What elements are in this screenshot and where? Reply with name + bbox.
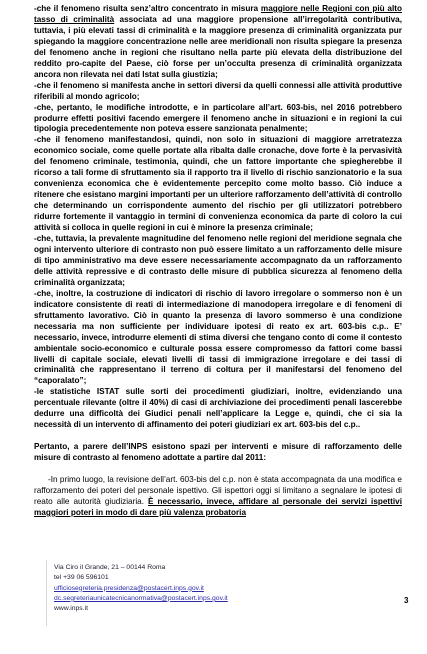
paragraph-segment: maggiore nelle Regioni con più alto tasso di criminalità [34, 4, 402, 24]
paragraph-gap [34, 431, 402, 442]
paragraph-segment: -che il fenomeno si manifesta anche in settori diversi da quelli connessi alle attività produttive riferibili al mondo agricolo; [34, 80, 402, 101]
paragraph-segment: -che il fenomeno manifestandosi, quindi, non solo in situazioni di maggiore arretratezza economico sociale, come quelle portate alla ribalta dalle cronache, dove forte è la pervasività del fenomeno criminale, testimonia, quindi, che un fattore importante che spiegherebbe il ricorso a tali forme di sfruttamento sia il rapporto tra il livello di rischio sanzionatorio e la sua convenienza economica che è evidentemente percepito come molto basso. Ciò induce a ritenere che esistano margini importanti per un ulteriore rafforzamento dell’attività di controllo che determinando un corrispondente aumento del rischio per gli utilizzatori potrebbero ridurre fortemente il vantaggio in termini di convenienza economica da parte di coloro la cui attività si colloca in quelle regioni in cui è minore la presenza criminale; [34, 135, 402, 233]
page-number: 3 [404, 596, 409, 605]
paragraph [34, 442, 402, 464]
paragraph [34, 387, 402, 431]
document-body [34, 4, 402, 519]
paragraph-segment: -In primo luogo, la revisione dell’art. 603-bis del c.p. non è stata accompagnata da una modifica e rafforzamento dei poteri del personale ispettivo. Gli ispettori oggi si limitano a segnalare le ipotesi di reato alle autorità giudiziaria. [34, 475, 402, 506]
paragraph [34, 475, 402, 519]
paragraph-segment: -che, pertanto, le modifiche introdotte, e in particolare all’art. 603-bis, nel 2016 potrebbero produrre effetti positivi facendo emergere il fenomeno anche in situazioni e in regioni la cui tipologia precedentemente non poteva essere sanzionata penalmente; [34, 102, 402, 134]
footer-contact [54, 563, 314, 614]
footer-address: Via Ciro il Grande, 21 – 00144 Roma [54, 564, 166, 571]
paragraph [34, 234, 402, 289]
footer-website[interactable]: www.inps.it [54, 605, 88, 613]
footer-email-technical[interactable]: dc.segreteriaunicatecnicanormativa@postacert.inps.gov.it [54, 594, 228, 602]
footer-phone: tel +39 06 596101 [54, 574, 109, 582]
footer-divider [46, 560, 47, 626]
paragraph [34, 289, 402, 388]
paragraph-segment: -che, tuttavia, la prevalente magnitudine del fenomeno nelle regioni del meridione segnala che ogni intervento ulteriore di contrasto non può essere limitato a un rafforzamento delle misure di tipo amministrativo ma deve essere necessariamente accompagnato da un rafforzamento delle attività repressive e di contrasto delle misure di pubblica sicurezza al fenomeno della criminalità organizzata; [34, 234, 402, 287]
paragraph [34, 81, 402, 103]
paragraph-gap [34, 464, 402, 475]
footer-email-presidency[interactable]: ufficiosegreteria.presidenza@postacert.inps.gov.it [54, 584, 204, 592]
paragraph-segment: Pertanto, a parere dell’INPS esistono spazi per interventi e misure di rafforzamento delle misure di contrasto al fenomeno adottate a partire dal 2011: [34, 442, 402, 463]
paragraph-segment: È necessario, invece, affidare al personale dei servizi ispettivi maggiori poteri in modo di dare più valenza probatoria [34, 496, 402, 517]
paragraph [34, 103, 402, 136]
paragraph-segment: associata ad una maggiore propensione all’irregolarità contributiva, tuttavia, i più elevati tassi di criminalità e la maggiore presenza di criminalità organizzata pur spiegando la maggiore concentrazione nelle aree meridionali non risulta spiegare la presenza del fenomeno anche in regioni che risultano nella parte più elevata della distribuzione del reddito pro-capite del Paese, ciò forse per un’occulta presenza di criminalità organizzata ancora non rilevata nei dati Istat sulla giustizia; [34, 14, 402, 79]
paragraph-segment: -le statistiche ISTAT sulle sorti dei procedimenti giudiziari, inoltre, evidenziando una percentuale rilevante (oltre il 40%) di casi di archiviazione dei procedimenti penali lascerebbe dedurre una difficoltà dei Giudici penali nell’applicare la Legge e, quindi, che ci sia la necessità di un intervento di affinamento dei poteri giudiziari ex art. 603-bis del c.p.. [34, 387, 402, 430]
paragraph-segment: -che il fenomeno risulta senz’altro concentrato in misura [34, 4, 261, 13]
paragraph-segment: -che, inoltre, la costruzione di indicatori di rischio di lavoro irregolare o sommerso non è un indicatore consistente di reati di intermediazione di manodopera irregolare e di fenomeni di sfruttamento lavorativo. Ciò in quanto la presenza di lavoro sommerso è una condizione necessaria ma non sufficiente per individuare ipotesi di reato ex art. 603-bis c.p.. E’ necessario, invece, introdurre elementi di stima diversi che tengano conto di come il contesto ambientale socio-economico e culturale possa essere compromesso da fattori come bassi livelli di capitale sociale, elevati livelli di tassi di immigrazione irregolare e dei tassi di criminalità che rappresentano il terreno di coltura per il manifestarsi del fenomeno del “caporalato”; [34, 288, 402, 386]
paragraph [34, 4, 402, 81]
paragraph [34, 135, 402, 234]
